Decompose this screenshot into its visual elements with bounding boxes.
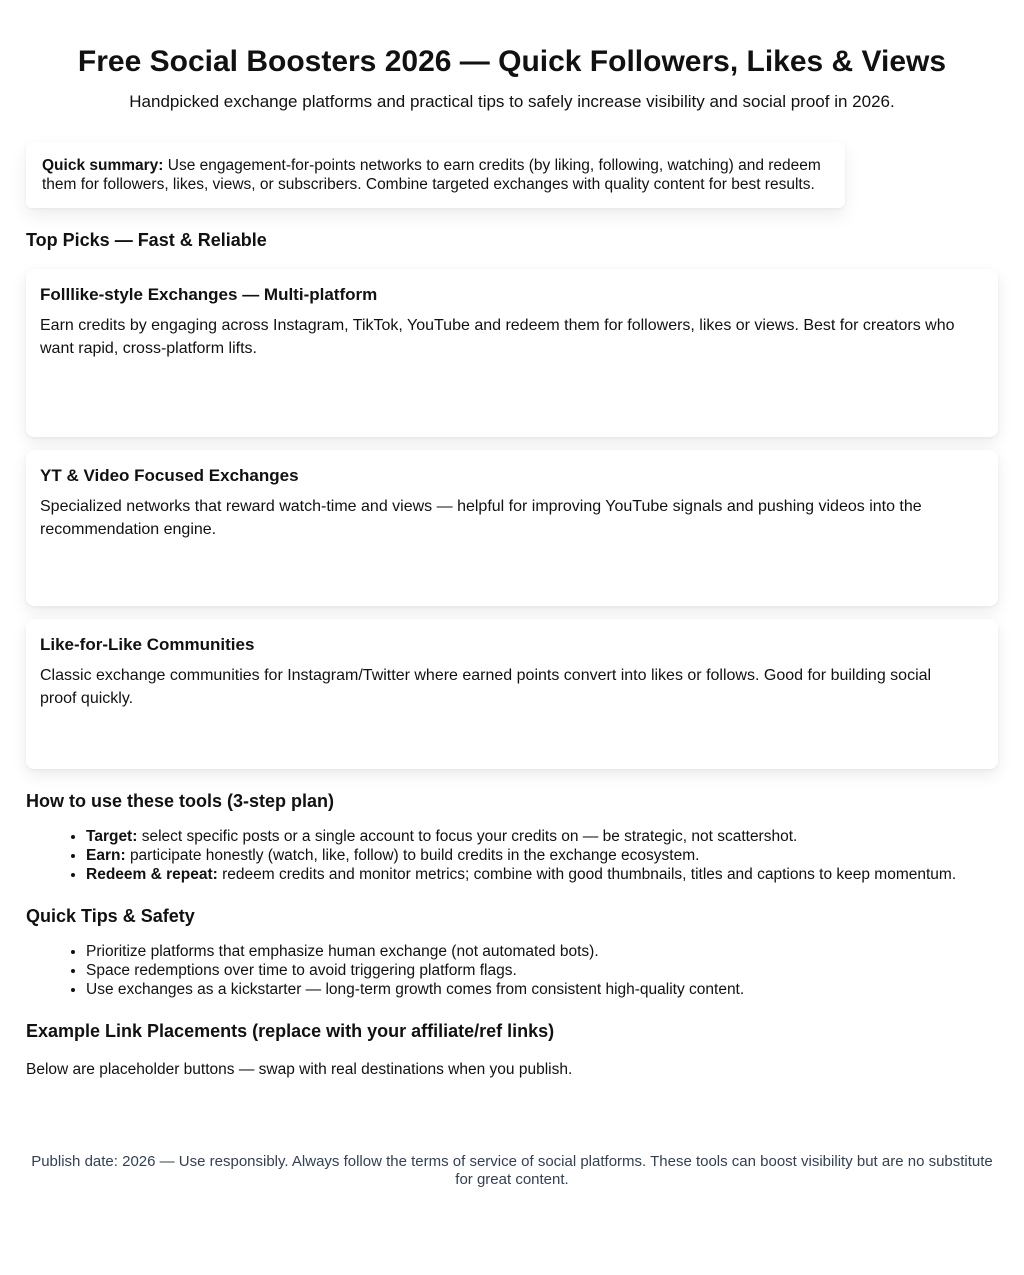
card-title: YT & Video Focused Exchanges: [40, 466, 299, 485]
quick-summary-box: [26, 142, 845, 208]
page-title: Free Social Boosters 2026 — Quick Followers, Likes & Views: [77, 45, 947, 78]
exchange-card-folllike: [26, 269, 998, 437]
card-description: Classic exchange communities for Instagram/Twitter where earned points convert into likes or follows. Good for building social proof quickly.: [40, 667, 932, 707]
heading-tips-safety: Quick Tips & Safety: [26, 906, 195, 926]
list-item: [86, 846, 998, 865]
card-description: Specialized networks that reward watch-time and views — helpful for improving YouTube signals and pushing videos into the recommendation engine.: [40, 498, 922, 538]
card-title: Folllike-style Exchanges — Multi-platform: [40, 285, 378, 304]
quick-summary-label: Quick summary:: [42, 157, 164, 174]
top-picks-card-list: [26, 269, 998, 769]
list-item: [86, 827, 998, 846]
tips-list: [26, 942, 998, 999]
page-footer: Publish date: 2026 — Use responsibly. Always follow the terms of service of social platforms. These tools can boost visibility but are no substitute for great content.: [31, 1153, 993, 1188]
link-placements-note: Below are placeholder buttons — swap with real destinations when you publish.: [26, 1061, 573, 1078]
step-text: select specific posts or a single account to focus your credits on — be strategic, not scattershot.: [141, 828, 798, 845]
step-label: Target:: [86, 828, 138, 845]
page-subtitle: Handpicked exchange platforms and practical tips to safely increase visibility and social proof in 2026.: [129, 92, 895, 111]
step-label: Redeem & repeat:: [86, 866, 218, 883]
card-title: Like-for-Like Communities: [40, 635, 255, 654]
step-text: redeem credits and monitor metrics; combine with good thumbnails, titles and captions to keep momentum.: [222, 866, 957, 883]
heading-link-placements: Example Link Placements (replace with your affiliate/ref links): [26, 1021, 555, 1041]
exchange-card-yt-video: [26, 450, 998, 606]
quick-summary-text: Use engagement-for-points networks to earn credits (by liking, following, watching) and redeem them for followers, likes, views, or subscribers. Combine targeted exchanges with quality content for best results.: [42, 157, 821, 193]
heading-top-picks: Top Picks — Fast & Reliable: [26, 230, 267, 250]
card-description: Earn credits by engaging across Instagram, TikTok, YouTube and redeem them for followers, likes or views. Best for creators who want rapid, cross-platform lifts.: [40, 317, 955, 357]
list-item: [86, 865, 998, 884]
list-item: • Prioritize platforms that emphasize human exchange (not automated bots).: [86, 942, 998, 961]
placeholder-buttons-area: [26, 1079, 998, 1137]
step-label: Earn:: [86, 847, 126, 864]
list-item: • Space redemptions over time to avoid triggering platform flags.: [86, 961, 998, 980]
exchange-card-like-for-like: [26, 619, 998, 769]
list-item: • Use exchanges as a kickstarter — long-term growth comes from consistent high-quality content.: [86, 980, 998, 999]
heading-how-to: How to use these tools (3-step plan): [26, 791, 335, 811]
how-to-steps-list: [26, 827, 998, 884]
step-text: participate honestly (watch, like, follow) to build credits in the exchange ecosystem.: [129, 847, 700, 864]
